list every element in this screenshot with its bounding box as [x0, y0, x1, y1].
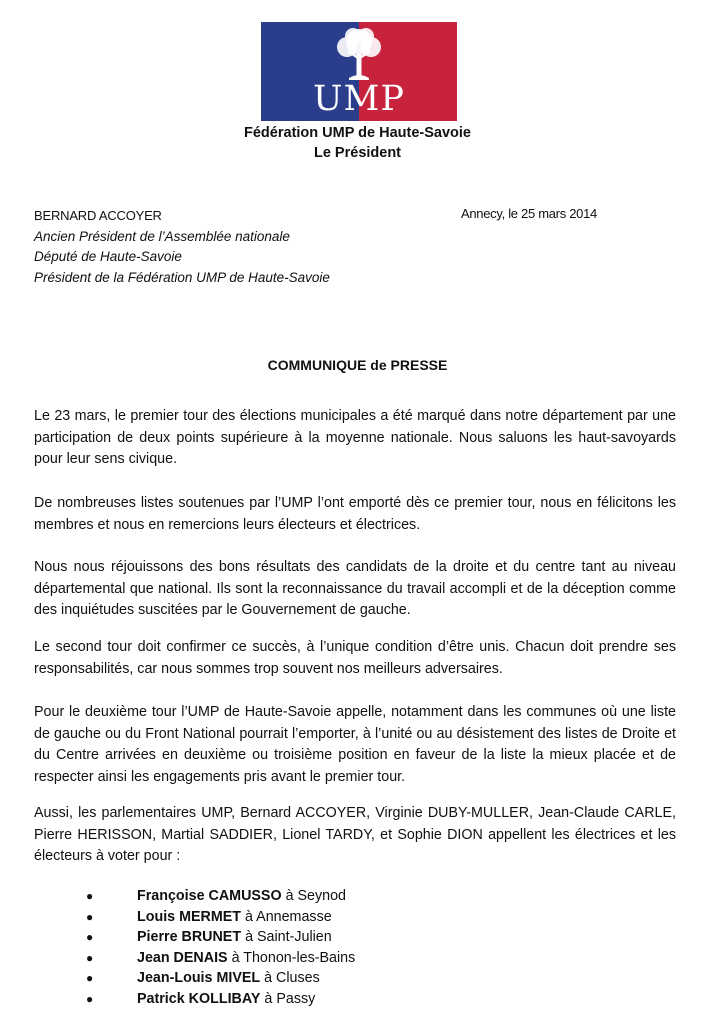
candidate-place: à Thonon-les-Bains [231, 949, 356, 966]
bullet-icon: ● [86, 971, 94, 986]
sender-name: BERNARD ACCOYER [34, 208, 162, 223]
bullet-icon: ● [86, 930, 94, 945]
candidate-name: Louis MERMET [137, 908, 242, 925]
candidate-name: Patrick KOLLIBAY [137, 990, 261, 1007]
candidate-place: à Saint-Julien [245, 929, 332, 946]
bullet-icon: ● [86, 991, 94, 1006]
candidate-place: à Cluses [264, 970, 320, 987]
candidate-place: à Passy [264, 990, 316, 1007]
bullet-icon: ● [86, 889, 94, 903]
bullet-icon: ● [86, 909, 94, 924]
body-paragraph: Pour le deuxième tour l’UMP de Haute-Savoie appelle, notamment dans les communes où une liste de gauche ou du Front National pourrait l’emporter, à l’unité ou au désistement des listes de Droite et du Centre arrivées en deuxième ou troisième position en faveur de la liste la mieux placée et de respecter ainsi les engagements pris avant le premier tour. [34, 704, 676, 785]
place-date: Annecy, le 25 mars 2014 [461, 206, 597, 221]
candidate-name: Jean DENAIS [137, 949, 228, 966]
sender-role: Président de la Fédération UMP de Haute-Savoie [34, 269, 330, 285]
body-paragraph: Aussi, les parlementaires UMP, Bernard ACCOYER, Virginie DUBY-MULLER, Jean-Claude CARLE, Pierre HERISSON, Martial SADDIER, Lionel TARDY, et Sophie DION appellent les électrices et les électeurs à voter pour : [34, 805, 676, 864]
candidate-name: Jean-Louis MIVEL [137, 970, 261, 987]
body-paragraph: Le second tour doit confirmer ce succès, à l’unique condition d’être unis. Chacun doit prendre ses responsabilités, car nous sommes trop souvent nos meilleurs adversaires. [34, 639, 676, 677]
bullet-icon: ● [86, 950, 94, 965]
ump-logo [261, 22, 457, 121]
sender-role: Ancien Président de l’Assemblée nationale [34, 228, 290, 244]
candidate-name: Pierre BRUNET [137, 929, 242, 946]
oak-tree-icon [333, 26, 385, 84]
document-title: COMMUNIQUE de PRESSE [267, 357, 448, 373]
candidate-name: Françoise CAMUSSO [137, 888, 282, 904]
body-paragraph: Le 23 mars, le premier tour des élections municipales a été marqué dans notre département par une participation de deux points supérieure à la moyenne nationale. Nous saluons les haut-savoyards pour leur sens civique. [34, 408, 676, 467]
candidate-place: à Annemasse [245, 908, 332, 925]
logo-wordmark: UMP [313, 79, 405, 119]
federation-heading: Fédération UMP de Haute-Savoie [244, 125, 471, 141]
body-paragraph: Nous nous réjouissons des bons résultats des candidats de la droite et du centre tant au niveau départemental que national. Ils sont la reconnaissance du travail accompli et de la déception comme des inquiétudes suscitées par le Gouvernement de gauche. [34, 559, 676, 618]
sender-role: Député de Haute-Savoie [34, 249, 182, 264]
body-paragraph: De nombreuses listes soutenues par l’UMP l’ont emporté dès ce premier tour, nous en félicitons les membres et nous en remercions leurs électeurs et électrices. [34, 495, 676, 533]
candidate-place: à Seynod [285, 888, 346, 904]
president-heading: Le Président [313, 145, 402, 161]
sender-block [34, 206, 330, 288]
